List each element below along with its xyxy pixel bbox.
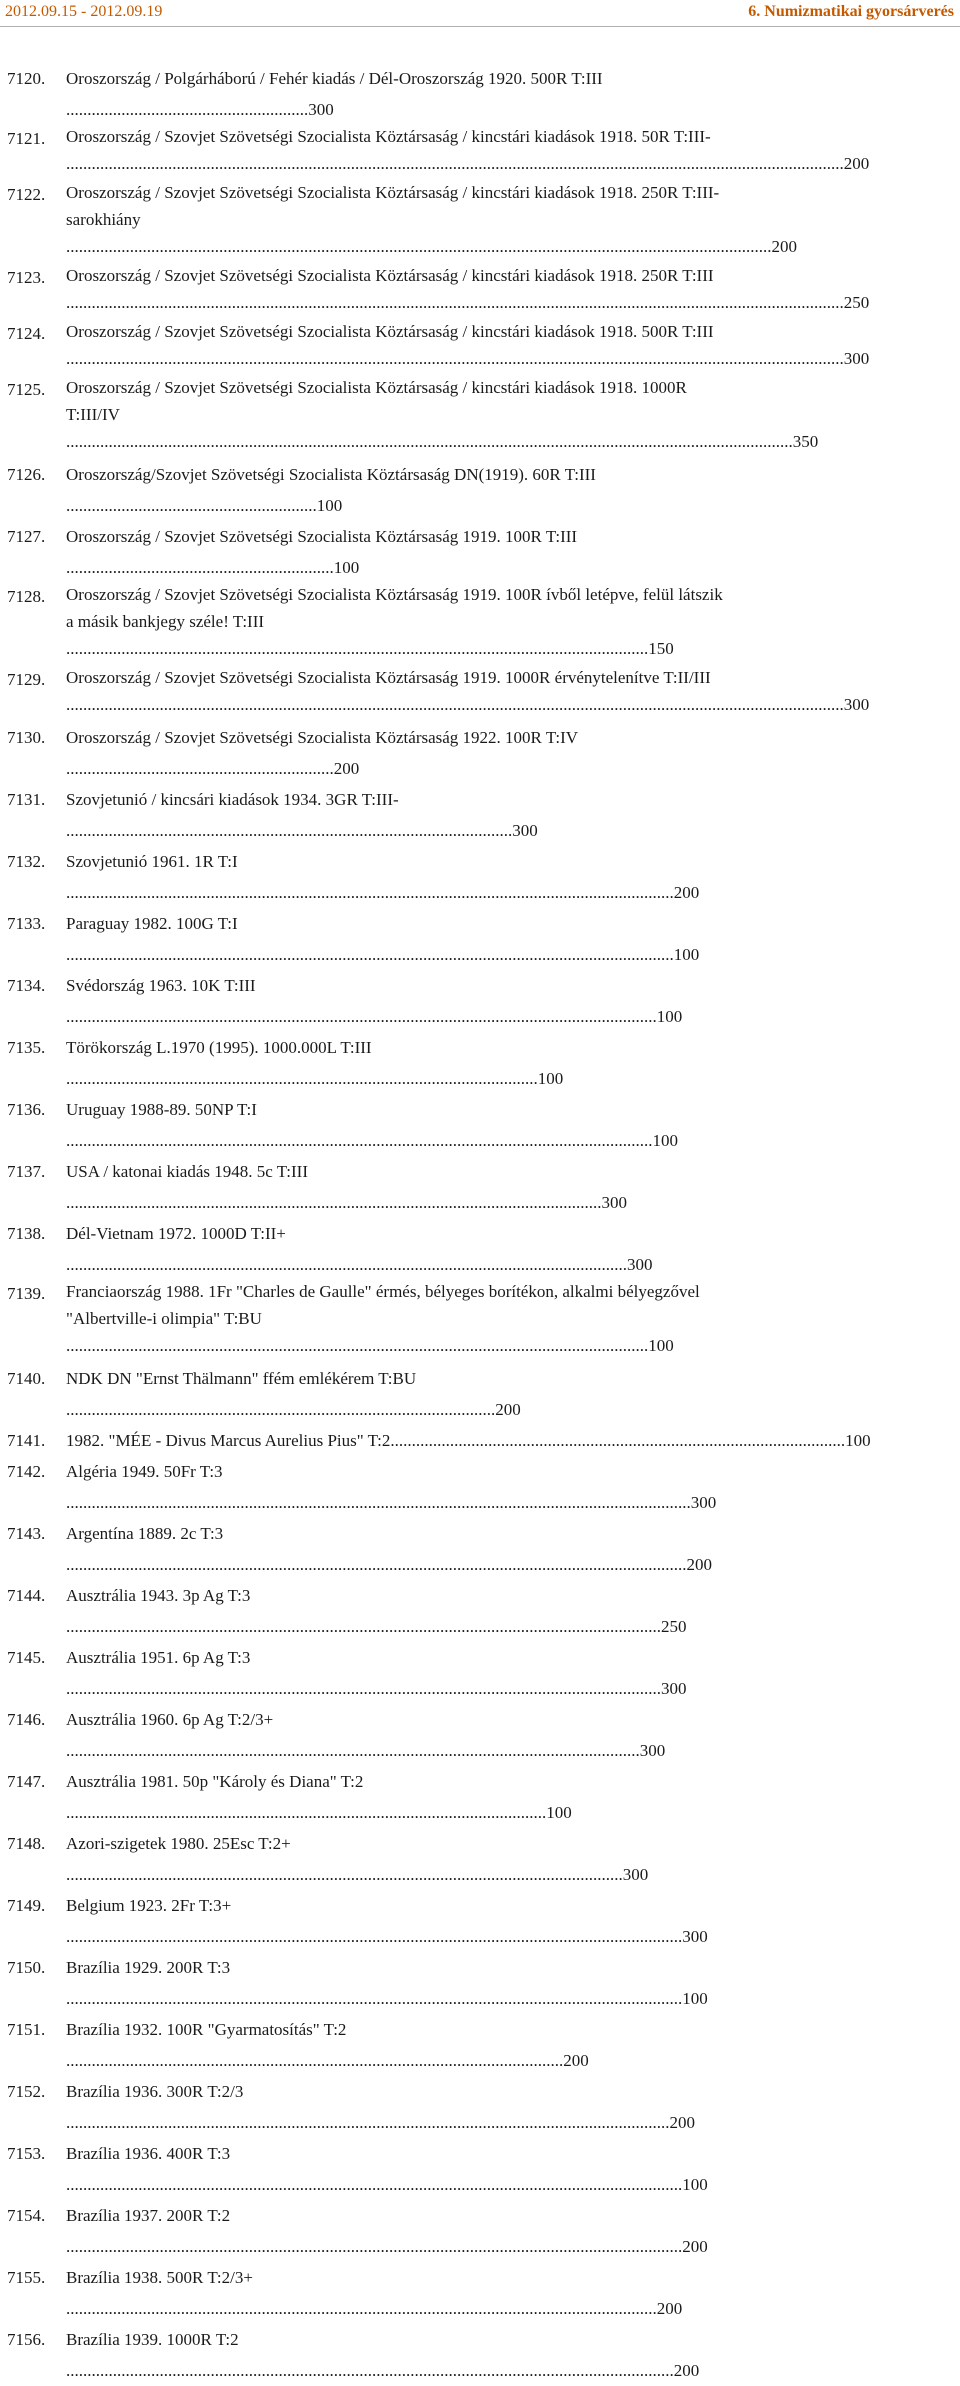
lot-description-line: Brazília 1929. 200R T:3 .................................................................................................................................................100 [66, 1958, 708, 2008]
lot-item [7, 2014, 873, 2076]
lot-description-line: Oroszország / Szovjet Szövetségi Szocialista Köztársaság 1919. 100R T:III ...............................................................100 [66, 527, 578, 577]
lot-description-continuation: .......................................................................................................................................................................................200 [66, 154, 870, 173]
lot-description-line: Oroszország / Szovjet Szövetségi Szocialista Köztársaság / kincstári kiadások 1918. 1000R [66, 378, 687, 397]
lot-description-line: Oroszország / Szovjet Szövetségi Szocialista Köztársaság 1919. 100R ívből letépve, felül látszik [66, 585, 723, 604]
lot-number: 7129. [7, 670, 46, 689]
lot-description-line: Oroszország / Polgárháború / Fehér kiadás / Dél-Oroszország 1920. 500R T:III .........................................................300 [66, 69, 603, 119]
lot-description [66, 1828, 873, 1890]
lot-number: 7153. [7, 2144, 46, 2163]
lot-description [66, 1456, 873, 1518]
lot-item [7, 521, 873, 583]
lot-description-line: Uruguay 1988-89. 50NP T:I ..........................................................................................................................................100 [66, 1100, 678, 1150]
lot-description-line: Oroszország / Szovjet Szövetségi Szocialista Köztársaság / kincstári kiadások 1918. 50R T:III- [66, 127, 711, 146]
lot-description-line: Paraguay 1982. 100G T:I ...............................................................................................................................................100 [66, 914, 700, 964]
lot-item [7, 318, 873, 376]
lot-description-line: Szovjetunió 1961. 1R T:I ...............................................................................................................................................200 [66, 852, 700, 902]
lot-item [7, 2138, 873, 2200]
lot-number: 7141. [7, 1431, 46, 1450]
lot-description-continuation: .......................................................................................................................................................................................300 [66, 695, 870, 714]
lot-item [7, 1518, 873, 1580]
lot-item [7, 1218, 873, 1280]
lot-item [7, 1642, 873, 1704]
page-header [0, 0, 960, 24]
lot-number: 7134. [7, 976, 46, 995]
lot-item [7, 1363, 873, 1425]
lot-description-line: Brazília 1932. 100R "Gyarmatosítás" T:2 .....................................................................................................................200 [66, 2020, 589, 2070]
lot-item [7, 846, 873, 908]
lot-description-continuation: a másik bankjegy széle! T:III .........................................................................................................................................150 [66, 612, 674, 658]
lot-number: 7150. [7, 1958, 46, 1977]
lot-description [66, 722, 873, 784]
lot-number: 7156. [7, 2330, 46, 2349]
lot-description-line: Dél-Vietnam 1972. 1000D T:II+ ....................................................................................................................................300 [66, 1224, 653, 1274]
lot-item [7, 1425, 873, 1456]
lot-description [66, 2014, 873, 2076]
lot-number: 7151. [7, 2020, 46, 2039]
lot-item [7, 63, 873, 125]
lot-description-continuation: .......................................................................................................................................................................................300 [66, 349, 870, 368]
lot-list [7, 63, 873, 2386]
lot-item [7, 1456, 873, 1518]
lot-item [7, 179, 873, 264]
lot-number: 7121. [7, 129, 46, 148]
lot-number: 7154. [7, 2206, 46, 2225]
lot-description [66, 179, 873, 260]
auction-dates: 2012.09.15 - 2012.09.19 [5, 3, 163, 20]
lot-description-line: Franciaország 1988. 1Fr "Charles de Gaulle" érmés, bélyeges borítékon, alkalmi bélyegzővel [66, 1282, 700, 1301]
lot-description [66, 846, 873, 908]
lot-description-line: Oroszország / Szovjet Szövetségi Szocialista Köztársaság / kincstári kiadások 1918. 250R T:III- [66, 183, 720, 202]
lot-description [66, 664, 873, 718]
lot-description [66, 1363, 873, 1425]
lot-item [7, 459, 873, 521]
lot-description [66, 2262, 873, 2324]
lot-number: 7128. [7, 587, 46, 606]
lot-item [7, 1828, 873, 1890]
lot-number: 7126. [7, 465, 46, 484]
lot-description-continuation: "Albertville-i olimpia" T:BU .........................................................................................................................................100 [66, 1309, 674, 1355]
lot-description [66, 1518, 873, 1580]
lot-description [66, 262, 873, 316]
lot-description [66, 1890, 873, 1952]
lot-description [66, 459, 873, 521]
lot-item [7, 262, 873, 320]
lot-description-continuation: sarokhiány ......................................................................................................................................................................200 [66, 210, 797, 256]
lot-description [66, 63, 873, 125]
lot-description [66, 1094, 873, 1156]
lot-item [7, 1278, 873, 1363]
lot-description [66, 1156, 873, 1218]
lot-description-line: Brazília 1939. 1000R T:2 ...............................................................................................................................................200 [66, 2330, 700, 2380]
lot-description [66, 318, 873, 372]
lot-number: 7131. [7, 790, 46, 809]
lot-description-line: Ausztrália 1943. 3p Ag T:3 ............................................................................................................................................250 [66, 1586, 687, 1636]
lot-description [66, 1952, 873, 2014]
lot-number: 7155. [7, 2268, 46, 2287]
lot-description-line: Oroszország / Szovjet Szövetségi Szocialista Köztársaság / kincstári kiadások 1918. 250R T:III [66, 266, 714, 285]
lot-number: 7137. [7, 1162, 46, 1181]
lot-number: 7138. [7, 1224, 46, 1243]
lot-description [66, 2324, 873, 2386]
lot-item [7, 581, 873, 666]
header-divider [0, 26, 960, 27]
lot-description [66, 1704, 873, 1766]
lot-description-line: Ausztrália 1960. 6p Ag T:2/3+ .......................................................................................................................................300 [66, 1710, 666, 1760]
lot-description [66, 2138, 873, 2200]
lot-description-line: Szovjetunió / kincsári kiadások 1934. 3GR T:III- .........................................................................................................300 [66, 790, 538, 840]
lot-number: 7142. [7, 1462, 46, 1481]
lot-number: 7122. [7, 185, 46, 204]
lot-item [7, 1890, 873, 1952]
lot-number: 7145. [7, 1648, 46, 1667]
lot-description [66, 1425, 873, 1456]
lot-description [66, 2200, 873, 2262]
lot-item [7, 1032, 873, 1094]
lot-number: 7123. [7, 268, 46, 287]
lot-item [7, 2200, 873, 2262]
lot-description-line: Oroszország / Szovjet Szövetségi Szocialista Köztársaság / kincstári kiadások 1918. 500R T:III [66, 322, 714, 341]
lot-number: 7152. [7, 2082, 46, 2101]
lot-item [7, 2324, 873, 2386]
lot-number: 7139. [7, 1284, 46, 1303]
lot-description-line: Brazília 1936. 300R T:2/3 ..............................................................................................................................................200 [66, 2082, 695, 2132]
lot-description-line: Algéria 1949. 50Fr T:3 ...................................................................................................................................................300 [66, 1462, 717, 1512]
lot-description [66, 1580, 873, 1642]
lot-description-line: Oroszország/Szovjet Szövetségi Szocialista Köztársaság DN(1919). 60R T:III ...........................................................100 [66, 465, 596, 515]
lot-number: 7133. [7, 914, 46, 933]
lot-number: 7136. [7, 1100, 46, 1119]
lot-number: 7147. [7, 1772, 46, 1791]
lot-number: 7146. [7, 1710, 46, 1729]
lot-description-continuation: .......................................................................................................................................................................................250 [66, 293, 870, 312]
lot-description-line: Azori-szigetek 1980. 25Esc T:2+ ...................................................................................................................................300 [66, 1834, 649, 1884]
lot-item [7, 908, 873, 970]
lot-description-line: Svédország 1963. 10K T:III ...........................................................................................................................................100 [66, 976, 683, 1026]
lot-description [66, 970, 873, 1032]
lot-description [66, 374, 873, 455]
lot-description [66, 2076, 873, 2138]
lot-description-line: Ausztrália 1981. 50p "Károly és Diana" T:2 .................................................................................................................100 [66, 1772, 572, 1822]
lot-description-line: USA / katonai kiadás 1948. 5c T:III ..............................................................................................................................300 [66, 1162, 627, 1212]
lot-item [7, 1094, 873, 1156]
lot-description [66, 1766, 873, 1828]
lot-item [7, 1766, 873, 1828]
lot-description-line: Oroszország / Szovjet Szövetségi Szocialista Köztársaság 1919. 1000R érvénytelenítve T:II/III [66, 668, 711, 687]
lot-description [66, 1218, 873, 1280]
lot-item [7, 123, 873, 181]
lot-description-line: Oroszország / Szovjet Szövetségi Szocialista Köztársaság 1922. 100R T:IV ...............................................................200 [66, 728, 578, 778]
lot-number: 7132. [7, 852, 46, 871]
lot-description [66, 1032, 873, 1094]
lot-number: 7130. [7, 728, 46, 747]
lot-item [7, 970, 873, 1032]
lot-item [7, 2262, 873, 2324]
lot-description-line: Argentína 1889. 2c T:3 ..................................................................................................................................................200 [66, 1524, 712, 1574]
lot-description [66, 784, 873, 846]
lot-description-continuation: T:III/IV ...........................................................................................................................................................................350 [66, 405, 819, 451]
lot-item [7, 664, 873, 722]
lot-description [66, 521, 873, 583]
lot-description-line: Brazília 1936. 400R T:3 .................................................................................................................................................100 [66, 2144, 708, 2194]
lot-number: 7143. [7, 1524, 46, 1543]
lot-number: 7135. [7, 1038, 46, 1057]
lot-number: 7120. [7, 69, 46, 88]
lot-description [66, 908, 873, 970]
lot-item [7, 722, 873, 784]
lot-number: 7140. [7, 1369, 46, 1388]
lot-description-line: Brazília 1937. 200R T:2 .................................................................................................................................................200 [66, 2206, 708, 2256]
lot-description-line: 1982. "MÉE - Divus Marcus Aurelius Pius" T:2...........................................................................................................100 [66, 1431, 871, 1450]
lot-number: 7127. [7, 527, 46, 546]
lot-number: 7144. [7, 1586, 46, 1605]
lot-item [7, 1580, 873, 1642]
lot-number: 7148. [7, 1834, 46, 1853]
lot-description [66, 1642, 873, 1704]
lot-number: 7149. [7, 1896, 46, 1915]
lot-description-line: Ausztrália 1951. 6p Ag T:3 ............................................................................................................................................300 [66, 1648, 687, 1698]
lot-description-line: NDK DN "Ernst Thälmann" ffém emlékérem T:BU .....................................................................................................200 [66, 1369, 521, 1419]
lot-item [7, 1704, 873, 1766]
lot-number: 7125. [7, 380, 46, 399]
lot-description-line: Törökország L.1970 (1995). 1000.000L T:III ...............................................................................................................100 [66, 1038, 564, 1088]
lot-item [7, 784, 873, 846]
lot-description [66, 1278, 873, 1359]
lot-description-line: Belgium 1923. 2Fr T:3+ .................................................................................................................................................300 [66, 1896, 708, 1946]
lot-number: 7124. [7, 324, 46, 343]
auction-title: 6. Numizmatikai gyorsárverés [748, 3, 954, 20]
lot-item [7, 1156, 873, 1218]
lot-description [66, 581, 873, 662]
lot-item [7, 374, 873, 459]
lot-item [7, 1952, 873, 2014]
lot-description-line: Brazília 1938. 500R T:2/3+ ...........................................................................................................................................200 [66, 2268, 683, 2318]
lot-item [7, 2076, 873, 2138]
lot-description [66, 123, 873, 177]
